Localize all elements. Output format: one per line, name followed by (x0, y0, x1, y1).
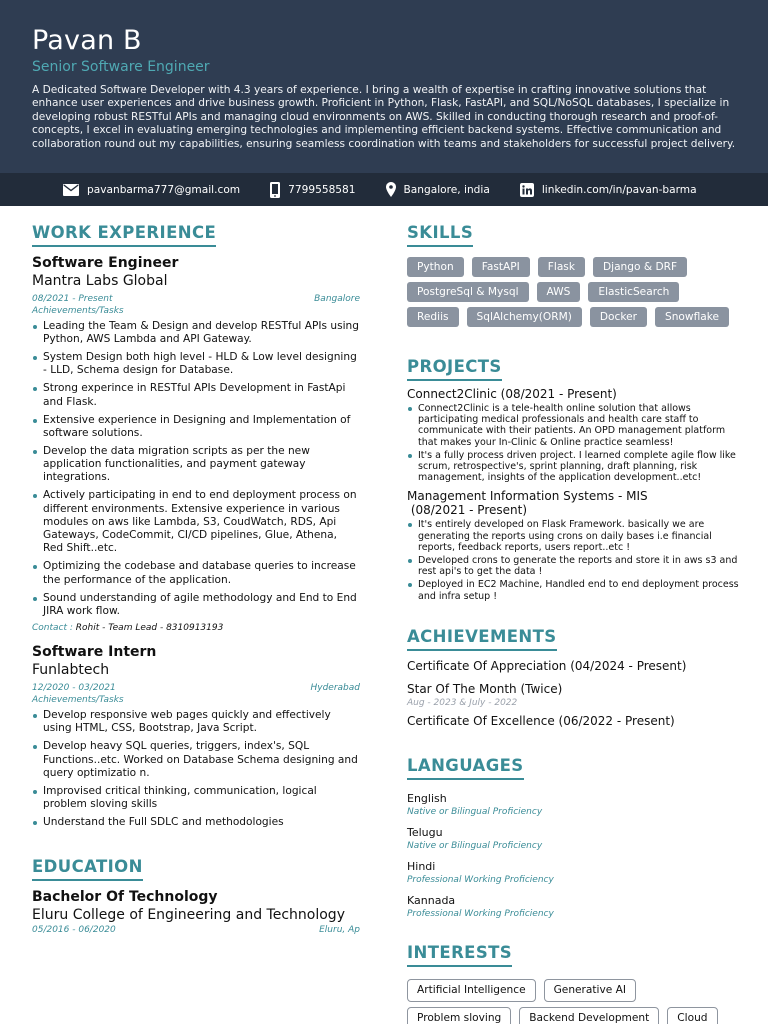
section-title-projects: PROJECTS (407, 356, 502, 381)
contact-linkedin[interactable] (520, 183, 697, 197)
location-text: Bangalore, india (403, 183, 490, 196)
achievement-title: Certificate Of Appreciation (04/2024 - Present) (407, 658, 687, 673)
education-location: Eluru, Ap (319, 924, 360, 935)
contact-email[interactable] (63, 184, 240, 196)
skill-tag: Snowflake (655, 307, 729, 327)
language-name: Hindi (407, 859, 436, 873)
project-bullets (407, 403, 739, 483)
reference-label: Contact : (32, 623, 73, 634)
list-item: Deployed in EC2 Machine, Handled end to end deployment process and infra setup ! (407, 579, 739, 601)
list-item: Develop responsive web pages quickly and effectively using HTML, CSS, Bootstrap, Java Script. (32, 709, 360, 736)
job-title: Software Intern (32, 644, 157, 661)
section-title-work: WORK EXPERIENCE (32, 222, 216, 247)
education-dates: 05/2016 - 06/2020 (32, 924, 116, 935)
interest-tag: Cloud (667, 1007, 717, 1024)
list-item: It's a fully process driven project. I learned complete agile flow like scrum, retrospective's, sprint planning, draft planning, risk management, insights of the application development..etc! (407, 450, 739, 484)
list-item: Sound understanding of agile methodology and End to End JIRA work flow. (32, 592, 360, 619)
skill-tag: PostgreSql & Mysql (407, 282, 529, 302)
list-item: Develop the data migration scripts as per the new application functionalities, and payment gateway integrations. (32, 445, 360, 485)
section-title-education: EDUCATION (32, 856, 143, 881)
language-item (407, 826, 583, 852)
left-column (32, 222, 360, 936)
skill-tag: SqlAlchemy(ORM) (467, 307, 582, 327)
section-title-interests: INTERESTS (407, 942, 512, 967)
language-level: Native or Bilingual Proficiency (407, 840, 543, 851)
interest-tag: Artificial Intelligence (407, 979, 536, 1002)
language-name: English (407, 791, 447, 805)
achievement-item (407, 659, 739, 674)
reference-value: Rohit - Team Lead - 8310913193 (75, 623, 224, 634)
project-title: Connect2Clinic (08/2021 - Present) (407, 387, 617, 401)
list-item: Extensive experience in Designing and Implementation of software solutions. (32, 414, 360, 441)
job-dates: 08/2021 - Present (32, 294, 113, 304)
linkedin-icon (520, 183, 534, 197)
candidate-name: Pavan B (32, 25, 142, 56)
email-text: pavanbarma777@gmail.com (87, 183, 241, 196)
language-level: Professional Working Proficiency (407, 908, 554, 919)
professional-summary: A Dedicated Software Developer with 4.3 years of experience. I bring a wealth of expertise in crafting innovative solutions that enhance user experiences and drive business growth. Proficient in Python, Flask, FastAPI, and SQL/NoSQL databases, I specialize in developing robust RESTful APIs and managing cloud environments on AWS. Skilled in conducting thorough research and proof-of-concepts, I excel in evaluating emerging technologies and implementing efficient backend systems. Effective communication and collaboration round out my capabilities, ensuring seamless coordination with teams and stakeholders for successful project delivery. (32, 84, 736, 150)
phone-icon (270, 182, 280, 198)
language-level: Professional Working Proficiency (407, 874, 554, 885)
job-title: Software Engineer (32, 255, 179, 271)
language-item (407, 792, 583, 818)
right-column (407, 222, 739, 1024)
phone-text: 7799558581 (288, 183, 356, 196)
achievements-list (407, 659, 739, 729)
job-dates: 12/2020 - 03/2021 (32, 683, 116, 694)
contact-location (386, 182, 490, 197)
list-item: Actively participating in end to end deployment process on different environments. Extensive experience in various modules on aws like Lambda, S3, CoudWatch, RDS, Api Gateways, CodeCommit, CI/CD pipelines, Glue, Athena, Red Shift..etc. (32, 489, 360, 555)
achievement-item (407, 714, 739, 729)
school-name: Eluru College of Engineering and Technology (32, 906, 345, 923)
section-title-skills: SKILLS (407, 222, 473, 247)
language-name: Telugu (407, 825, 443, 839)
language-item (407, 860, 583, 886)
language-level: Native or Bilingual Proficiency (407, 806, 543, 817)
list-item: Optimizing the codebase and database queries to increase the performance of the application. (32, 560, 360, 587)
skill-tag: Rediis (407, 307, 459, 327)
skill-tag: AWS (537, 282, 581, 302)
degree: Bachelor Of Technology (32, 888, 218, 905)
project-entry (407, 387, 739, 483)
resume-header (0, 0, 768, 173)
job-subheading: Achievements/Tasks (32, 306, 124, 316)
skills-list (407, 257, 739, 332)
job-reference (32, 623, 360, 633)
section-title-achievements: ACHIEVEMENTS (407, 626, 557, 651)
list-item: Strong experince in RESTful APIs Development in FastApi and Flask. (32, 382, 360, 409)
achievement-date: Aug - 2023 & July - 2022 (407, 697, 518, 708)
job-location: Bangalore (314, 294, 360, 304)
candidate-role: Senior Software Engineer (32, 59, 210, 75)
achievement-title: Certificate Of Excellence (06/2022 - Present) (407, 713, 675, 728)
contact-bar (0, 173, 768, 206)
language-item (407, 894, 583, 920)
interest-tag: Backend Development (519, 1007, 659, 1024)
interest-tag: Generative AI (544, 979, 636, 1002)
language-name: Kannada (407, 893, 456, 907)
section-title-languages: LANGUAGES (407, 755, 524, 780)
list-item: System Design both high level - HLD & Low level designing - LLD, Schema design for Database. (32, 351, 360, 378)
list-item: Connect2Clinic is a tele-health online solution that allows participating medical professionals and health care staff to communicate with their patients. An OPD management platform that makes your In-Clinic & Online practice seamless! (407, 403, 739, 448)
contact-phone[interactable] (270, 182, 355, 198)
languages-list (407, 792, 739, 928)
list-item: Understand the Full SDLC and methodologies (32, 816, 360, 829)
project-bullets (407, 519, 739, 601)
job-location: Hyderabad (310, 683, 360, 694)
job-bullets (32, 709, 360, 829)
skill-tag: Docker (590, 307, 647, 327)
skill-tag: Flask (538, 257, 585, 277)
achievement-item (407, 682, 739, 709)
project-entry (407, 489, 739, 601)
skill-tag: ElasticSearch (588, 282, 679, 302)
list-item: Developed crons to generate the reports and store it in aws s3 and rest api's to get the data ! (407, 555, 739, 577)
skill-tag: Python (407, 257, 464, 277)
skill-tag: FastAPI (472, 257, 530, 277)
skill-tag: Django & DRF (593, 257, 687, 277)
job-meta (32, 293, 360, 305)
job-meta (32, 682, 360, 694)
linkedin-text: linkedin.com/in/pavan-barma (541, 183, 697, 196)
job-bullets (32, 320, 360, 618)
interests-list (407, 979, 747, 1024)
project-title: Management Information Systems - MIS (407, 489, 648, 504)
list-item: It's entirely developed on Flask Framework. basically we are generating the reports using crons on daily bases i.e financial reports, feedback reports, users report..etc ! (407, 519, 739, 553)
location-pin-icon (386, 182, 396, 197)
envelope-icon (63, 184, 79, 196)
education-entry (32, 889, 360, 936)
list-item: Improvised critical thinking, communication, logical problem sloving skills (32, 785, 360, 812)
company-name: Mantra Labs Global (32, 273, 168, 289)
project-dates: (08/2021 - Present) (407, 503, 528, 518)
achievement-title: Star Of The Month (Twice) (407, 681, 563, 696)
list-item: Leading the Team & Design and develop RESTful APIs using Python, AWS Lambda and API Gateway. (32, 320, 360, 347)
interest-tag: Problem sloving (407, 1007, 511, 1024)
list-item: Develop heavy SQL queries, triggers, index's, SQL Functions..etc. Worked on Database Schema designing and query optimizatio n. (32, 740, 360, 780)
job-subheading: Achievements/Tasks (32, 695, 124, 706)
job-entry (32, 644, 360, 829)
company-name: Funlabtech (32, 662, 110, 679)
job-entry (32, 255, 360, 633)
education-meta (32, 924, 360, 936)
